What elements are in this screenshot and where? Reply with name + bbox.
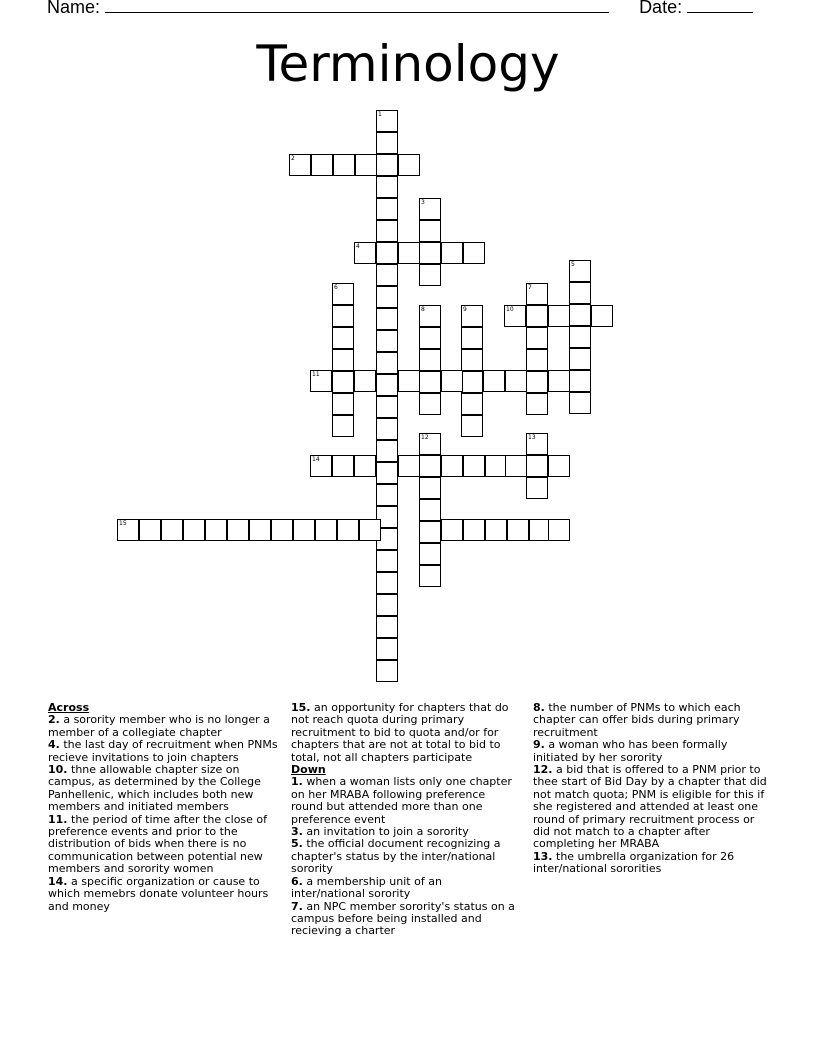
clue-item (533, 739, 767, 764)
clue-number-1: 1 (378, 111, 382, 118)
clue-number: 13. (533, 849, 553, 863)
clue-number: 8. (533, 701, 545, 714)
grid-cell[interactable] (376, 330, 398, 352)
grid-cell[interactable] (376, 616, 398, 638)
grid-cell[interactable] (359, 519, 381, 541)
grid-cell[interactable] (376, 352, 398, 374)
grid-cell[interactable] (505, 370, 527, 392)
grid-cell[interactable] (376, 462, 398, 484)
clue-text: an invitation to join a sorority (306, 825, 469, 839)
grid-cell[interactable] (293, 519, 315, 541)
grid-cell[interactable] (376, 418, 398, 440)
clue-number: 10. (48, 763, 68, 777)
clues-column-2 (291, 702, 519, 938)
clue-number-15: 15 (119, 520, 127, 527)
grid-cell[interactable] (376, 550, 398, 572)
grid-cell[interactable] (526, 393, 548, 415)
clue-number-6: 6 (334, 284, 338, 291)
grid-cell[interactable] (376, 286, 398, 308)
grid-cell[interactable] (463, 242, 485, 264)
clue-number: 14. (48, 874, 68, 888)
grid-cell[interactable] (419, 242, 441, 264)
clue-text: when a woman lists only one chapter on her MRABA following preference round but attended more than one preference event (291, 775, 512, 826)
grid-cell[interactable] (332, 415, 354, 437)
grid-cell[interactable] (376, 374, 398, 396)
grid-cell[interactable] (441, 242, 463, 264)
clue-text: a bid that is offered to a PNM prior to thee start of Bid Day by a chapter that did not match quota; PNM is eligible for this if she registered and attended at least one round of primary recruitment process or did not match to a chapter after completing her MRABA (533, 763, 767, 851)
grid-cell[interactable] (376, 264, 398, 286)
grid-cell[interactable] (332, 305, 354, 327)
grid-cell[interactable] (376, 176, 398, 198)
clue-text: a membership unit of an inter/national sorority (291, 874, 442, 901)
grid-cell[interactable] (569, 370, 591, 392)
grid-cell[interactable] (441, 455, 463, 477)
clue-number: 1. (291, 775, 303, 789)
grid-cell[interactable] (526, 371, 548, 393)
clue-number-14: 14 (312, 456, 320, 463)
grid-cell[interactable] (441, 519, 463, 541)
grid-cell[interactable] (161, 519, 183, 541)
grid-cell[interactable] (526, 305, 548, 327)
grid-cell[interactable] (419, 543, 441, 565)
grid-cell[interactable] (271, 519, 293, 541)
grid-cell[interactable] (419, 455, 441, 477)
clue-number-2: 2 (291, 155, 295, 162)
grid-cell[interactable] (419, 264, 441, 286)
grid-cell[interactable] (419, 327, 441, 349)
grid-cell[interactable] (398, 242, 420, 264)
grid-cell[interactable] (548, 455, 570, 477)
name-label: Name: (47, 0, 101, 17)
clue-number: 3. (291, 825, 303, 839)
grid-cell[interactable] (310, 370, 332, 392)
grid-cell[interactable] (376, 220, 398, 242)
grid-cell[interactable] (569, 326, 591, 348)
clue-text: an NPC member sorority's status on a campus before being installed and recieving a charter (291, 899, 515, 938)
grid-cell[interactable] (354, 455, 376, 477)
grid-cell[interactable] (485, 519, 507, 541)
grid-cell[interactable] (526, 477, 548, 499)
grid-cell[interactable] (419, 305, 441, 327)
section-heading-across: Across (48, 701, 90, 714)
grid-cell[interactable] (483, 370, 505, 392)
clue-number: 4. (48, 738, 60, 752)
date-label: Date: (639, 0, 683, 17)
grid-cell[interactable] (569, 392, 591, 414)
grid-cell[interactable] (419, 499, 441, 521)
grid-cell[interactable] (526, 455, 548, 477)
clue-number-12: 12 (421, 434, 429, 441)
clue-text: the official document recognizing a chapter's status by the inter/national sorority (291, 837, 501, 876)
grid-cell[interactable] (249, 519, 271, 541)
grid-cell[interactable] (507, 519, 529, 541)
clue-text: a sorority member who is no longer a member of a collegiate chapter (48, 713, 270, 739)
clues-column-3 (533, 702, 767, 876)
grid-cell[interactable] (376, 154, 398, 176)
clue-number-11: 11 (312, 371, 320, 378)
grid-cell[interactable] (463, 519, 485, 541)
clue-text: the umbrella organization for 26 inter/national sororities (533, 849, 735, 876)
grid-cell[interactable] (419, 371, 441, 393)
grid-cell[interactable] (419, 349, 441, 371)
clue-text: the number of PNMs to which each chapter can offer bids during primary recruitment (533, 701, 741, 739)
clue-item (48, 739, 284, 764)
clue-item (291, 702, 519, 764)
grid-cell[interactable] (419, 220, 441, 242)
clue-number-8: 8 (421, 306, 425, 313)
grid-cell[interactable] (485, 455, 507, 477)
clue-number: 5. (291, 837, 303, 851)
grid-cell[interactable] (376, 594, 398, 616)
clue-item (48, 876, 284, 913)
grid-cell[interactable] (315, 519, 337, 541)
clue-number: 6. (291, 874, 303, 888)
grid-cell[interactable] (332, 371, 354, 393)
clue-item (48, 814, 284, 876)
clue-number: 2. (48, 713, 60, 727)
grid-cell[interactable] (441, 370, 463, 392)
grid-cell[interactable] (419, 198, 441, 220)
grid-cell[interactable] (461, 393, 483, 415)
grid-cell[interactable] (333, 154, 355, 176)
grid-cell[interactable] (461, 349, 483, 371)
grid-cell[interactable] (504, 305, 526, 327)
clue-number: 11. (48, 812, 68, 826)
clue-text: an opportunity for chapters that do not reach quota during primary recruitment to bid to quota and/or for chapters that are not at total to bid to total, not all chapters participate (291, 701, 509, 764)
grid-cell[interactable] (505, 455, 527, 477)
clue-number: 12. (533, 763, 553, 777)
grid-cell[interactable] (376, 132, 398, 154)
grid-cell[interactable] (569, 348, 591, 370)
clue-number-10: 10 (506, 306, 514, 313)
grid-cell[interactable] (376, 638, 398, 660)
grid-cell[interactable] (569, 304, 591, 326)
clue-item (291, 901, 519, 938)
grid-cell[interactable] (376, 110, 398, 132)
clue-item (533, 764, 767, 851)
grid-cell[interactable] (569, 260, 591, 282)
page-title: Terminology (256, 35, 560, 93)
grid-cell[interactable] (463, 455, 485, 477)
grid-cell[interactable] (183, 519, 205, 541)
clue-number-4: 4 (356, 243, 360, 250)
grid-cell[interactable] (332, 349, 354, 371)
grid-cell[interactable] (354, 242, 376, 264)
grid-cell[interactable] (526, 327, 548, 349)
clue-text: the last day of recruitment when PNMs recieve invitations to join chapters (48, 738, 278, 764)
clue-item (533, 851, 767, 876)
clue-item (48, 714, 284, 739)
grid-cell[interactable] (419, 393, 441, 415)
clue-text: the period of time after the close of preference events and prior to the distribution of bids when there is no communication between potential new members and sorority women (48, 812, 268, 876)
grid-cell[interactable] (398, 154, 420, 176)
grid-cell[interactable] (376, 572, 398, 594)
grid-cell[interactable] (332, 455, 354, 477)
grid-cell[interactable] (461, 371, 483, 393)
clue-item (48, 764, 284, 814)
clue-number: 9. (533, 738, 545, 752)
grid-cell[interactable] (376, 396, 398, 418)
grid-cell[interactable] (376, 198, 398, 220)
grid-cell[interactable] (117, 519, 139, 541)
grid-cell[interactable] (398, 370, 420, 392)
grid-cell[interactable] (376, 660, 398, 682)
grid-cell[interactable] (461, 305, 483, 327)
grid-cell[interactable] (419, 521, 441, 543)
grid-cell[interactable] (376, 308, 398, 330)
grid-cell[interactable] (337, 519, 359, 541)
clue-item (291, 776, 519, 826)
grid-cell[interactable] (227, 519, 249, 541)
clue-item (533, 702, 767, 739)
grid-cell[interactable] (548, 305, 570, 327)
grid-cell[interactable] (548, 519, 570, 541)
grid-cell[interactable] (289, 154, 311, 176)
clue-number-3: 3 (421, 199, 425, 206)
grid-cell[interactable] (310, 455, 332, 477)
grid-cell[interactable] (419, 477, 441, 499)
grid-cell[interactable] (526, 433, 548, 455)
clue-number: 15. (291, 701, 311, 714)
grid-cell[interactable] (526, 283, 548, 305)
grid-cell[interactable] (591, 305, 613, 327)
clue-number-7: 7 (528, 284, 532, 291)
grid-cell[interactable] (376, 440, 398, 462)
grid-cell[interactable] (376, 242, 398, 264)
clue-number-5: 5 (571, 261, 575, 268)
clue-item (291, 876, 519, 901)
clue-item (291, 838, 519, 875)
section-heading-down: Down (291, 763, 326, 777)
grid-cell[interactable] (332, 393, 354, 415)
clue-number-13: 13 (528, 434, 536, 441)
grid-cell[interactable] (526, 349, 548, 371)
grid-cell[interactable] (376, 484, 398, 506)
grid-cell[interactable] (569, 282, 591, 304)
grid-cell[interactable] (311, 154, 333, 176)
grid-cell[interactable] (398, 455, 420, 477)
grid-cell[interactable] (461, 327, 483, 349)
grid-cell[interactable] (461, 415, 483, 437)
clue-number-9: 9 (463, 306, 467, 313)
clue-text: a specific organization or cause to which memebrs donate volunteer hours and money (48, 874, 269, 913)
grid-cell[interactable] (548, 370, 570, 392)
grid-cell[interactable] (332, 283, 354, 305)
grid-cell[interactable] (419, 565, 441, 587)
grid-cell[interactable] (139, 519, 161, 541)
clue-number: 7. (291, 899, 303, 913)
clue-text: a woman who has been formally initiated by her sorority (533, 738, 728, 764)
grid-cell[interactable] (354, 370, 376, 392)
grid-cell[interactable] (355, 154, 377, 176)
grid-cell[interactable] (419, 433, 441, 455)
clue-text: thne allowable chapter size on campus, as determined by the College Panhellenic, which includes both new members and initiated members (48, 763, 261, 814)
grid-cell[interactable] (205, 519, 227, 541)
clues-column-1 (48, 702, 284, 913)
grid-cell[interactable] (332, 327, 354, 349)
